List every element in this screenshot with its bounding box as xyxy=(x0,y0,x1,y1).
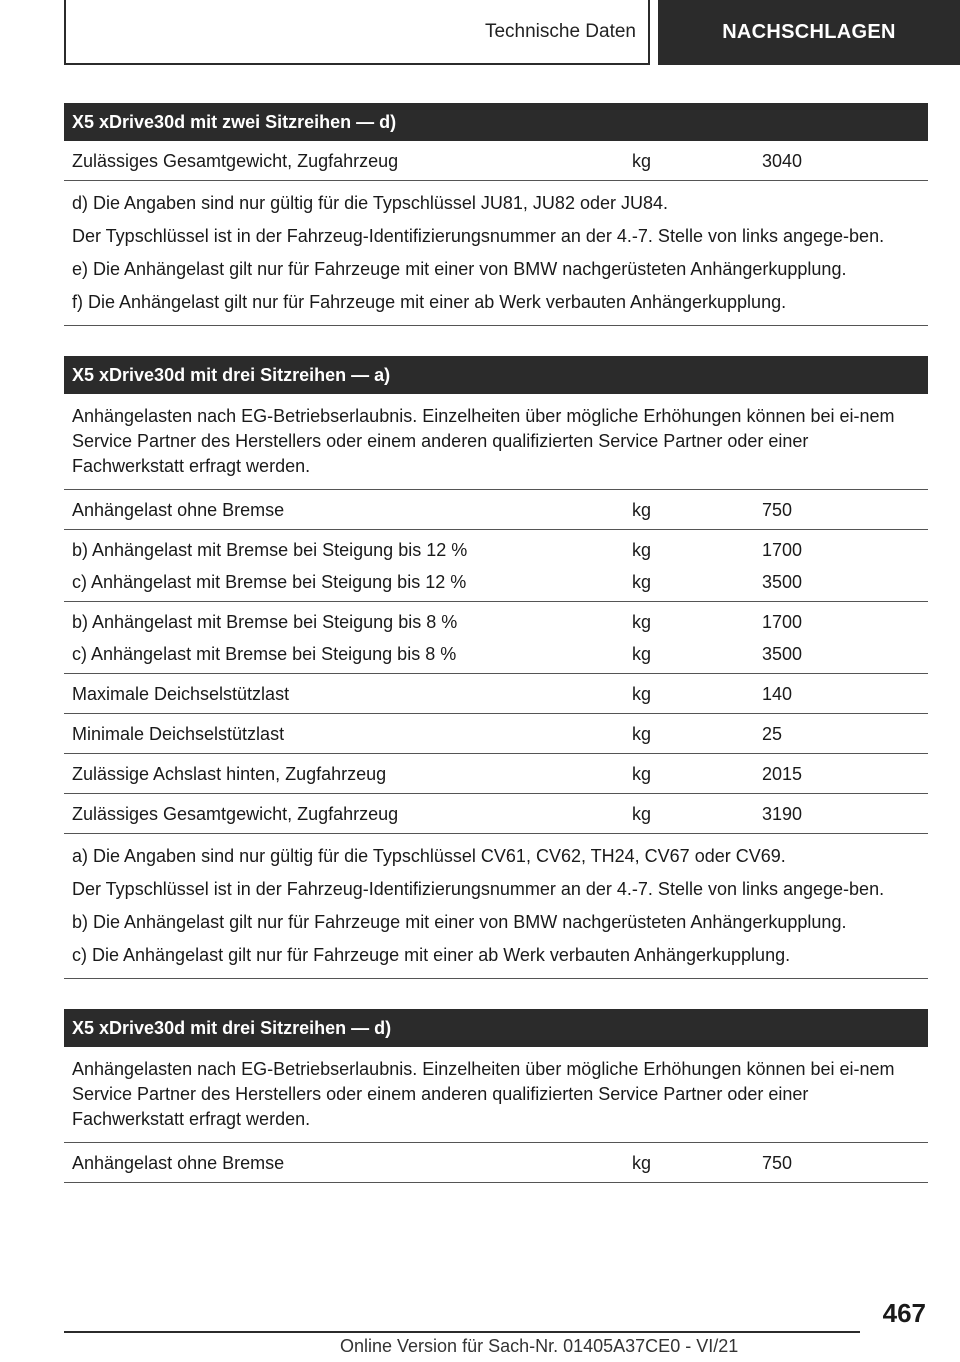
table-title: X5 xDrive30d mit zwei Sitzreihen — d) xyxy=(64,103,928,141)
row-label: Zulässiges Gesamtgewicht, Zugfahrzeug xyxy=(72,151,399,171)
row-unit: kg xyxy=(632,572,652,592)
row-value: 3500 xyxy=(762,644,803,664)
intro-text: Anhängelasten nach EG-Betriebserlaubnis. Einzelheiten über mögliche Erhöhungen können bei ei-nem Service Partner des Herstellers oder einem anderen qualifizierten Service Partner oder einer Fachwerkstatt erfragt werden. xyxy=(72,406,895,476)
row-value: 2015 xyxy=(762,764,803,784)
footnote: c) Die Anhängelast gilt nur für Fahrzeuge mit einer ab Werk verbauten Anhängerkupplung. xyxy=(72,945,791,965)
row-unit: kg xyxy=(632,151,652,171)
row-label: Minimale Deichselstützlast xyxy=(72,724,285,744)
row-label: b) Anhängelast mit Bremse bei Steigung bis 12 % xyxy=(72,540,468,560)
footnote: e) Die Anhängelast gilt nur für Fahrzeuge mit einer von BMW nachgerüsteten Anhängerkupplung. xyxy=(72,259,847,279)
intro-text: Anhängelasten nach EG-Betriebserlaubnis. Einzelheiten über mögliche Erhöhungen können bei ei-nem Service Partner des Herstellers oder einem anderen qualifizierten Service Partner oder einer Fachwerkstatt erfragt werden. xyxy=(72,1059,895,1129)
row-label: Anhängelast ohne Bremse xyxy=(72,1153,285,1173)
table-row xyxy=(64,490,928,530)
table-row xyxy=(64,1143,928,1183)
row-value: 750 xyxy=(762,1153,793,1173)
table-title: X5 xDrive30d mit drei Sitzreihen — a) xyxy=(64,356,928,394)
footnotes xyxy=(64,834,928,979)
row-value: 25 xyxy=(762,724,783,744)
page-number: 467 xyxy=(882,1298,926,1328)
row-value: 1700 xyxy=(762,612,803,632)
page-content xyxy=(64,103,928,1213)
table-row-group xyxy=(64,602,928,674)
page-header xyxy=(64,0,960,65)
row-value: 750 xyxy=(762,500,793,520)
footnote: b) Die Anhängelast gilt nur für Fahrzeuge mit einer von BMW nachgerüsteten Anhängerkupplung. xyxy=(72,912,847,932)
row-unit: kg xyxy=(632,500,652,520)
row-label: b) Anhängelast mit Bremse bei Steigung bis 8 % xyxy=(72,612,458,632)
row-unit: kg xyxy=(632,1153,652,1173)
spec-table-three-rows-d xyxy=(64,1009,928,1183)
row-label: c) Anhängelast mit Bremse bei Steigung bis 12 % xyxy=(72,572,467,592)
table-intro xyxy=(64,394,928,490)
footnote: a) Die Angaben sind nur gültig für die Typschlüssel CV61, CV62, TH24, CV67 oder CV69. xyxy=(72,846,786,866)
row-label: Zulässiges Gesamtgewicht, Zugfahrzeug xyxy=(72,804,399,824)
footnote: Der Typschlüssel ist in der Fahrzeug-Identifizierungsnummer an der 4.-7. Stelle von links angege-ben. xyxy=(72,879,885,899)
spec-table-two-rows-d xyxy=(64,103,928,326)
row-label: c) Anhängelast mit Bremse bei Steigung bis 8 % xyxy=(72,644,457,664)
table-row xyxy=(64,141,928,181)
section-title: Technische Daten xyxy=(64,0,650,65)
row-value: 140 xyxy=(762,684,793,704)
table-intro xyxy=(64,1047,928,1143)
footnote: d) Die Angaben sind nur gültig für die Typschlüssel JU81, JU82 oder JU84. xyxy=(72,193,669,213)
row-value: 3040 xyxy=(762,151,803,171)
row-unit: kg xyxy=(632,804,652,824)
table-row-group xyxy=(64,530,928,602)
row-unit: kg xyxy=(632,644,652,664)
footnote: f) Die Anhängelast gilt nur für Fahrzeuge mit einer ab Werk verbauten Anhängerkupplung. xyxy=(72,292,787,312)
chapter-tab: NACHSCHLAGEN xyxy=(658,0,960,65)
footer-divider xyxy=(64,1331,860,1333)
row-unit: kg xyxy=(632,724,652,744)
table-row xyxy=(64,794,928,834)
row-unit: kg xyxy=(632,764,652,784)
row-label: Maximale Deichselstützlast xyxy=(72,684,290,704)
row-unit: kg xyxy=(632,540,652,560)
table-row xyxy=(64,714,928,754)
table-title: X5 xDrive30d mit drei Sitzreihen — d) xyxy=(64,1009,928,1047)
online-version-note: Online Version für Sach-Nr. 01405A37CE0 - VI/21 xyxy=(340,1336,739,1356)
row-unit: kg xyxy=(632,684,652,704)
row-value: 3190 xyxy=(762,804,803,824)
row-unit: kg xyxy=(632,612,652,632)
row-value: 1700 xyxy=(762,540,803,560)
spec-table-three-rows-a xyxy=(64,356,928,979)
footnotes xyxy=(64,181,928,326)
row-value: 3500 xyxy=(762,572,803,592)
row-label: Zulässige Achslast hinten, Zugfahrzeug xyxy=(72,764,387,784)
footnote: Der Typschlüssel ist in der Fahrzeug-Identifizierungsnummer an der 4.-7. Stelle von links angege-ben. xyxy=(72,226,885,246)
table-row xyxy=(64,754,928,794)
table-row xyxy=(64,674,928,714)
row-label: Anhängelast ohne Bremse xyxy=(72,500,285,520)
